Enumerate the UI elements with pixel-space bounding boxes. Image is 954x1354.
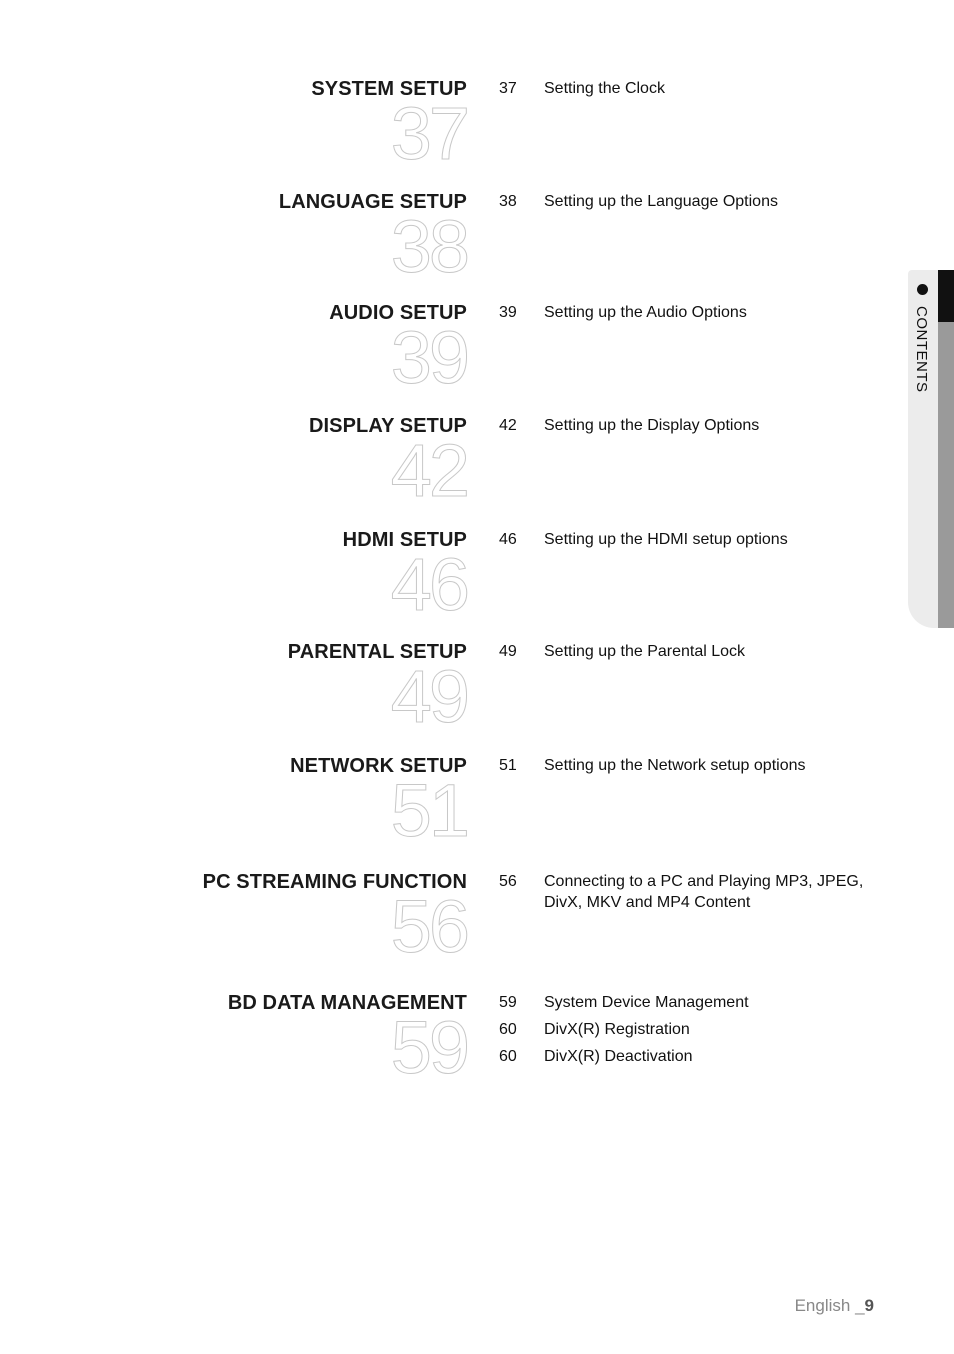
- section-big-number: 56: [390, 885, 467, 968]
- section-big-number: 42: [390, 429, 467, 512]
- toc-entry[interactable]: [499, 78, 879, 102]
- entry-title: Setting up the Audio Options: [544, 304, 747, 321]
- section-big-number: 38: [390, 205, 467, 288]
- section-big-number: 37: [390, 92, 467, 175]
- section-big-number: 49: [390, 655, 467, 738]
- footer-page-number: 9: [864, 1296, 874, 1315]
- toc-entry[interactable]: [499, 302, 879, 326]
- entry-page-number: 59: [499, 994, 517, 1011]
- toc-entry[interactable]: [499, 641, 879, 665]
- entry-list: [499, 529, 879, 553]
- entry-title: Setting up the Language Options: [544, 193, 778, 210]
- section-title: SYSTEM SETUP: [311, 78, 467, 100]
- side-tab-active-marker: [938, 270, 954, 322]
- toc-entry[interactable]: [499, 1046, 879, 1070]
- section-big-number: 51: [390, 769, 467, 852]
- entry-page-number: 56: [499, 873, 517, 890]
- entry-list: [499, 755, 879, 779]
- toc-entry[interactable]: [499, 1019, 879, 1043]
- entry-title: Setting up the Parental Lock: [544, 643, 746, 660]
- section-title: LANGUAGE SETUP: [278, 191, 467, 213]
- entry-title: Setting the Clock: [544, 80, 665, 97]
- entry-title: Setting up the Network setup options: [544, 757, 806, 774]
- toc-entry[interactable]: [499, 415, 879, 439]
- toc-entry[interactable]: [499, 755, 879, 779]
- entry-page-number: 60: [499, 1021, 517, 1038]
- section-title: BD DATA MANAGEMENT: [227, 992, 467, 1014]
- entry-page-number: 60: [499, 1048, 517, 1065]
- entry-page-number: 39: [499, 304, 517, 321]
- entry-page-number: 51: [499, 757, 517, 774]
- section-title: DISPLAY SETUP: [308, 415, 467, 437]
- section-big-number: 46: [390, 543, 467, 626]
- toc-entry[interactable]: [499, 191, 879, 215]
- entry-title: Setting up the HDMI setup options: [544, 531, 788, 548]
- page-footer: [795, 1296, 874, 1316]
- entry-title: DivX(R) Registration: [544, 1021, 690, 1038]
- entry-list: [499, 871, 879, 913]
- entry-list: [499, 78, 879, 102]
- section-title: HDMI SETUP: [342, 529, 467, 551]
- entry-page-number: 49: [499, 643, 517, 660]
- footer-language: English _: [794, 1296, 865, 1315]
- bullet-dot-icon: [917, 284, 928, 295]
- toc-entry[interactable]: [499, 529, 879, 553]
- entry-page-number: 42: [499, 417, 517, 434]
- entry-title: System Device Management: [544, 994, 749, 1011]
- entry-list: [499, 191, 879, 215]
- entry-page-number: 46: [499, 531, 517, 548]
- entry-list: [499, 415, 879, 439]
- side-tab-bar: [938, 322, 954, 628]
- entry-list: [499, 302, 879, 326]
- section-title: PC STREAMING FUNCTION: [202, 871, 467, 893]
- toc-entry[interactable]: [499, 992, 879, 1016]
- entry-page-number: 37: [499, 80, 517, 97]
- section-title: PARENTAL SETUP: [287, 641, 467, 663]
- section-big-number: 39: [390, 316, 467, 399]
- section-big-number: 59: [390, 1006, 467, 1089]
- entry-title: Connecting to a PC and Playing MP3, JPEG, DivX, MKV and MP4 Content: [544, 873, 864, 911]
- entry-list: [499, 992, 879, 1070]
- entry-title: DivX(R) Deactivation: [544, 1048, 693, 1065]
- entry-page-number: 38: [499, 193, 517, 210]
- side-tab-label: CONTENTS: [913, 306, 930, 393]
- toc-entry[interactable]: [499, 871, 879, 913]
- entry-list: [499, 641, 879, 665]
- section-title: NETWORK SETUP: [290, 755, 467, 777]
- section-title: AUDIO SETUP: [329, 302, 467, 324]
- entry-title: Setting up the Display Options: [544, 417, 760, 434]
